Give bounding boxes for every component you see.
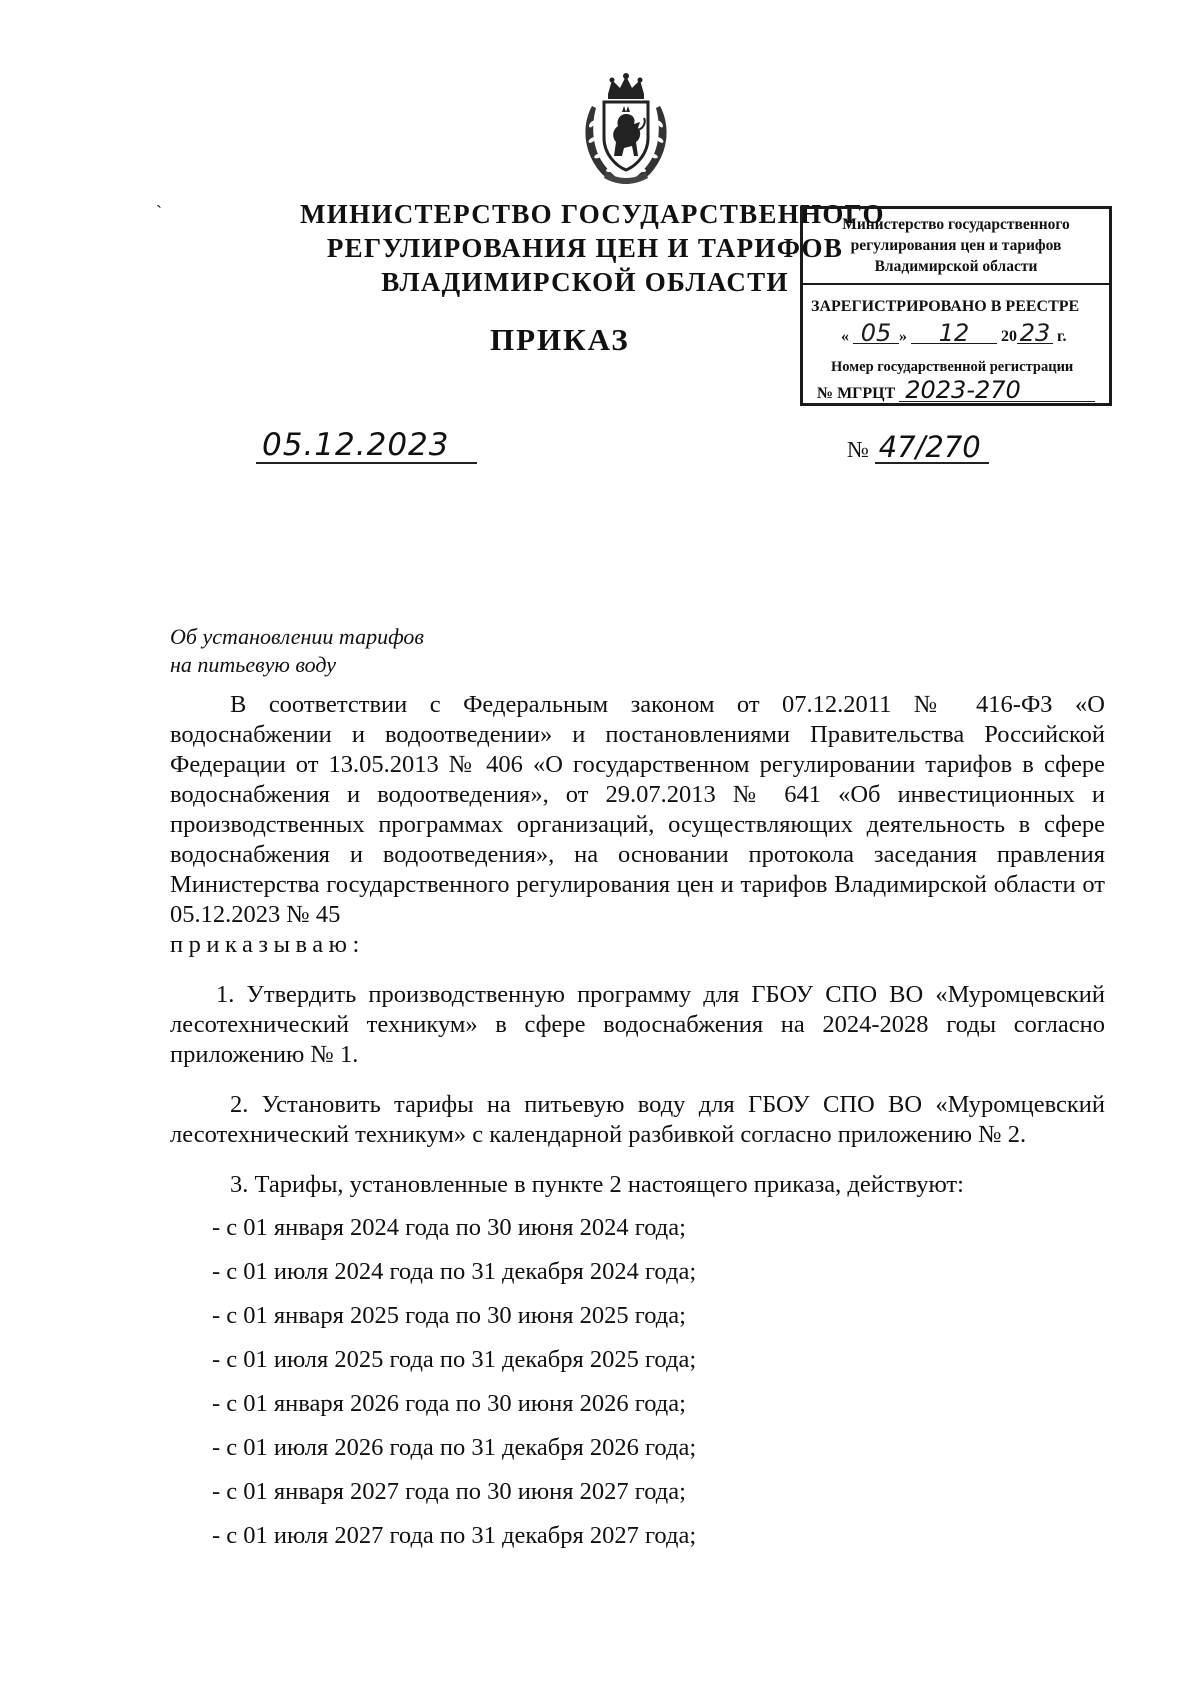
- order-word: приказываю:: [170, 931, 365, 958]
- period-item-5: - с 01 января 2026 года по 30 июня 2026 года;: [212, 1390, 686, 1417]
- scan-mark: `: [156, 202, 162, 222]
- stamp-month: 12: [911, 323, 997, 344]
- stamp-year-suffix: 23: [1017, 323, 1053, 344]
- period-item-8: - с 01 июля 2027 года по 31 декабря 2027 года;: [212, 1522, 697, 1549]
- coat-of-arms-icon: [578, 72, 674, 188]
- stamp-org-line-3: Владимирской области: [874, 258, 1038, 275]
- stamp-org-line-1: Министерство государственного: [842, 216, 1070, 233]
- number-sign: №: [847, 437, 869, 462]
- document-subject: [170, 623, 424, 679]
- period-item-4: - с 01 июля 2025 года по 31 декабря 2025 года;: [212, 1346, 697, 1373]
- ministry-line-2: РЕГУЛИРОВАНИЯ ЦЕН И ТАРИФОВ: [326, 233, 844, 263]
- document-date: 05.12.2023: [256, 428, 477, 464]
- number-value: 47/270: [875, 432, 989, 464]
- preamble-paragraph: В соответствии с Федеральным законом от 07.12.2011 № 416-ФЗ «О водоснабжении и водоотведении» и постановлениями Правительства Российской Федерации от 13.05.2013 № 406 «О государственном регулировании тарифов в сфере водоснабжения и водоотведения», от 29.07.2013 № 641 «Об инвестиционных и производственных программах организаций, осуществляющих деятельность в сфере водоснабжения и водоотведения», на основании протокола заседания правления Министерства государственного регулирования цен и тарифов Владимирской области от 05.12.2023 № 45: [170, 691, 1105, 928]
- ministry-title: [300, 197, 885, 299]
- stamp-organization: [803, 214, 1109, 285]
- subject-line-2: на питьевую воду: [170, 652, 336, 677]
- ministry-line-3: ВЛАДИМИРСКОЙ ОБЛАСТИ: [381, 267, 789, 297]
- registration-stamp: [800, 206, 1112, 406]
- stamp-year-prefix: 20: [1001, 328, 1017, 345]
- stamp-quote-close: »: [899, 328, 907, 345]
- document-type: ПРИКАЗ: [490, 322, 630, 357]
- period-item-7: - с 01 января 2027 года по 30 июня 2027 года;: [212, 1478, 686, 1505]
- item-1-paragraph: 1. Утвердить производственную программу для ГБОУ СПО ВО «Муромцевский лесотехнический техникум» в сфере водоснабжения на 2024-2028 годы согласно приложению № 1.: [170, 981, 1105, 1068]
- stamp-reg-number: [817, 376, 1095, 404]
- stamp-year-g: г.: [1057, 328, 1067, 345]
- document-number: [847, 432, 989, 464]
- period-item-1: - с 01 января 2024 года по 30 июня 2024 года;: [212, 1214, 686, 1241]
- stamp-reg-prefix: № МГРЦТ: [817, 385, 896, 402]
- stamp-registered-label: ЗАРЕГИСТРИРОВАНО В РЕЕСТРЕ: [811, 298, 1080, 315]
- ministry-line-1: МИНИСТЕРСТВО ГОСУДАРСТВЕННОГО: [300, 199, 885, 229]
- item-3-paragraph: 3. Тарифы, установленные в пункте 2 настоящего приказа, действуют:: [230, 1171, 964, 1198]
- stamp-reg-number-label: Номер государственной регистрации: [831, 359, 1074, 375]
- subject-line-1: Об установлении тарифов: [170, 624, 424, 649]
- stamp-org-line-2: регулирования цен и тарифов: [850, 237, 1062, 254]
- stamp-date: [841, 319, 1101, 351]
- stamp-day: 05: [853, 323, 899, 344]
- item-2-paragraph: 2. Установить тарифы на питьевую воду для ГБОУ СПО ВО «Муромцевский лесотехнический техникум» с календарной разбивкой согласно приложению № 2.: [170, 1091, 1105, 1148]
- stamp-reg-value: 2023-270: [899, 379, 1095, 402]
- stamp-quote-open: «: [841, 328, 849, 345]
- document-body: [170, 690, 1105, 1566]
- period-item-2: - с 01 июля 2024 года по 31 декабря 2024 года;: [212, 1258, 697, 1285]
- period-item-6: - с 01 июля 2026 года по 31 декабря 2026 года;: [212, 1434, 697, 1461]
- period-item-3: - с 01 января 2025 года по 30 июня 2025 года;: [212, 1302, 686, 1329]
